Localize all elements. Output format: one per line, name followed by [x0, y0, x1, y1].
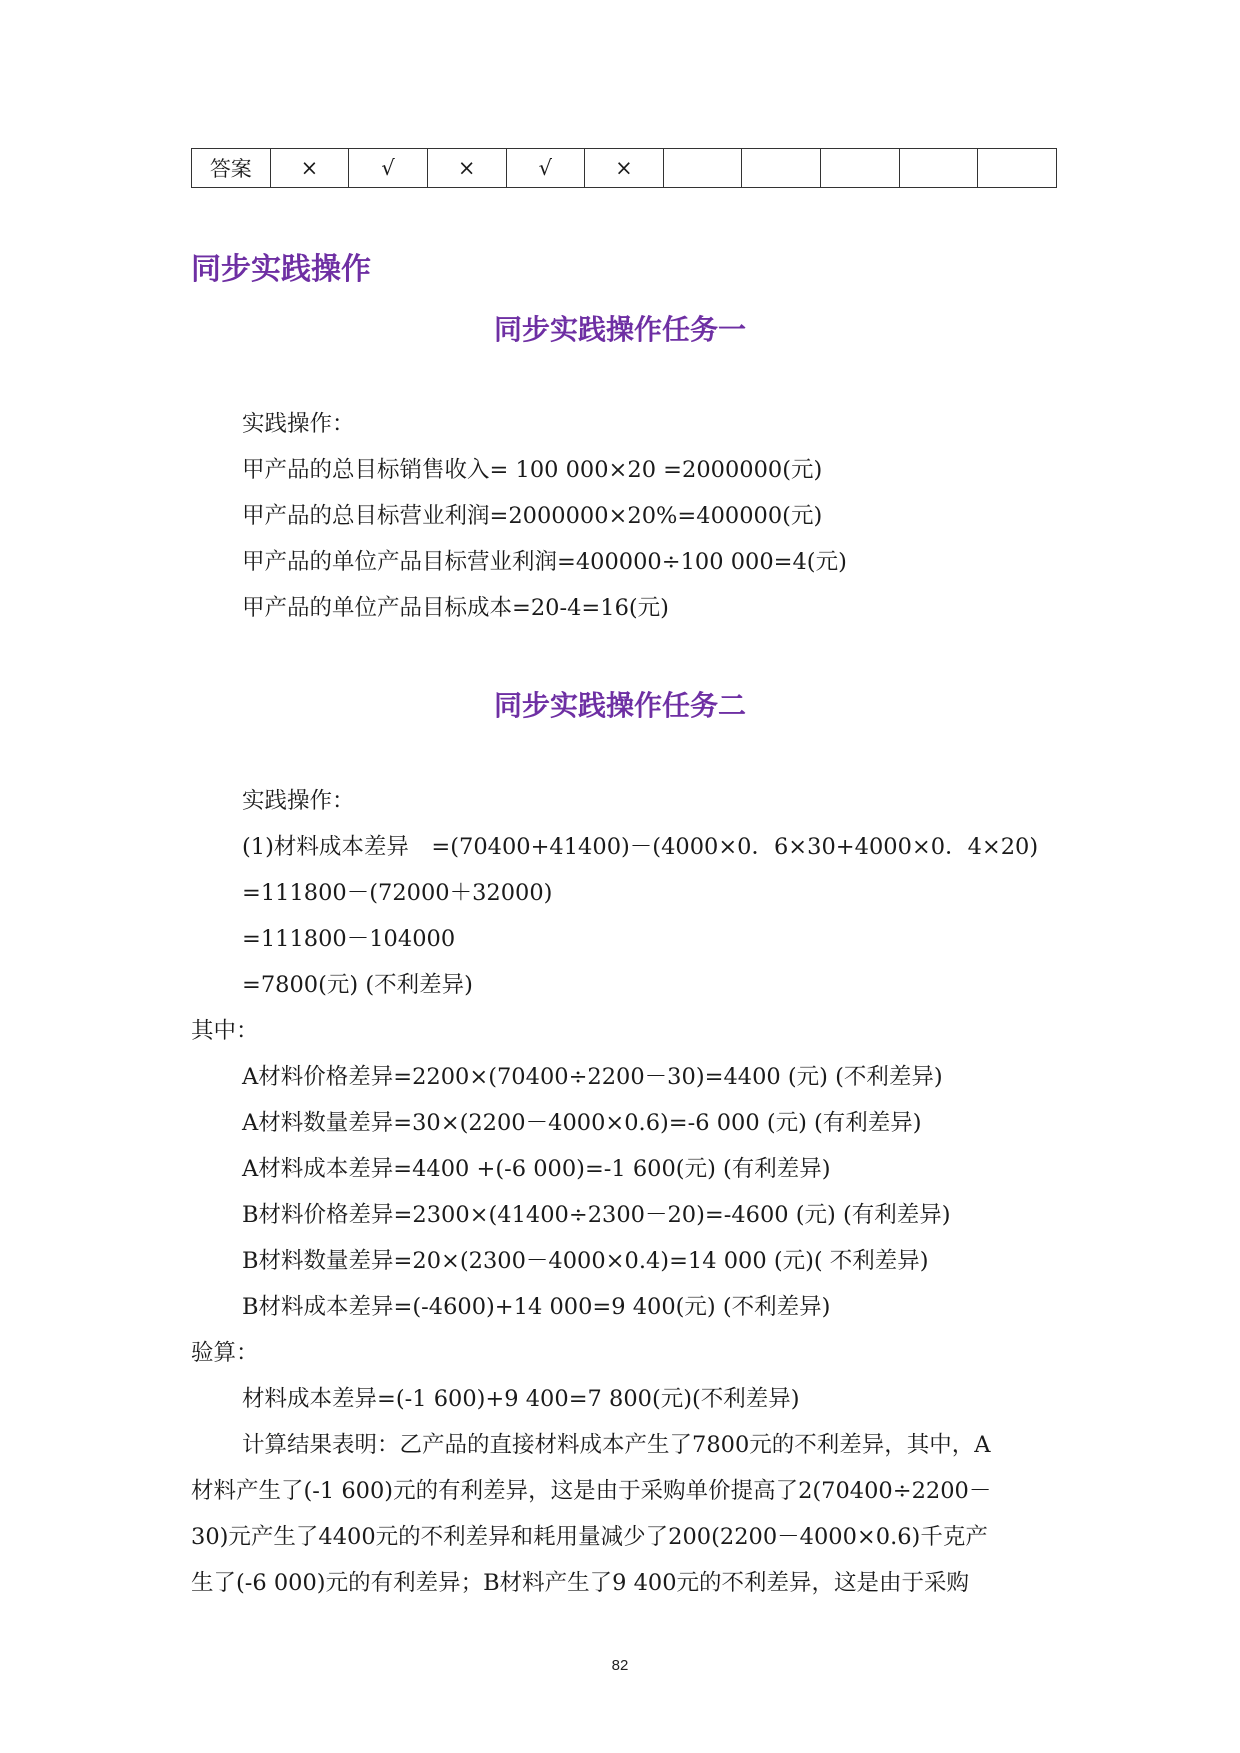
task1-title: 同步实践操作任务一	[493, 313, 746, 346]
answer-header-cell: 答案	[192, 149, 271, 188]
among-line: B材料成本差异=(-4600)+14 000=9 400(元) (不利差异)	[242, 1294, 831, 1320]
answer-cell-4: √	[506, 149, 585, 188]
check-line: 材料成本差异=(-1 600)+9 400=7 800(元)(不利差异)	[242, 1386, 800, 1412]
page-number: 82	[611, 1657, 629, 1674]
among-line: A材料价格差异=2200×(70400÷2200－30)=4400 (元) (不利差异)	[242, 1064, 943, 1090]
task2-line: =7800(元) (不利差异)	[242, 972, 473, 998]
task2-line: 实践操作：	[242, 788, 355, 814]
conclusion-line: 计算结果表明：乙产品的直接材料成本产生了7800元的不利差异，其中，A	[242, 1432, 991, 1458]
answer-cell-1: ×	[270, 149, 349, 188]
answer-cell-3: ×	[427, 149, 506, 188]
among-line: A材料数量差异=30×(2200－4000×0.6)=-6 000 (元) (有利差异)	[242, 1110, 922, 1136]
conclusion-line: 材料产生了(-1 600)元的有利差异，这是由于采购单价提高了2(70400÷2200－	[191, 1478, 992, 1504]
check-label: 验算：	[191, 1340, 259, 1366]
among-label: 其中：	[191, 1018, 259, 1044]
section-title: 同步实践操作	[191, 252, 371, 287]
among-line: B材料数量差异=20×(2300－4000×0.4)=14 000 (元)( 不利差异)	[242, 1248, 929, 1274]
task2-title: 同步实践操作任务二	[493, 689, 746, 722]
answer-cell-2: √	[349, 149, 428, 188]
among-line: A材料成本差异=4400 +(-6 000)=-1 600(元) (有利差异)	[242, 1156, 831, 1182]
answer-row	[192, 149, 1057, 188]
task2-line: =111800－104000	[242, 926, 456, 952]
answer-cell-10	[978, 149, 1057, 188]
task1-line: 实践操作：	[242, 411, 355, 437]
answer-cell-8	[821, 149, 900, 188]
answer-table	[191, 148, 1057, 188]
task1-line: 甲产品的单位产品目标营业利润=400000÷100 000=4(元)	[242, 549, 847, 575]
conclusion-line: 生了(-6 000)元的有利差异；B材料产生了9 400元的不利差异，这是由于采购	[191, 1570, 970, 1596]
task2-line: (1)材料成本差异 =(70400+41400)－(4000×0．6×30+4000×0．4×20)	[242, 834, 1039, 860]
among-line: B材料价格差异=2300×(41400÷2300－20)=-4600 (元) (有利差异)	[242, 1202, 951, 1228]
task1-line: 甲产品的单位产品目标成本=20-4=16(元)	[242, 595, 669, 621]
conclusion-line: 30)元产生了4400元的不利差异和耗用量减少了200(2200－4000×0.6)千克产	[191, 1524, 988, 1550]
task1-line: 甲产品的总目标销售收入= 100 000×20 =2000000(元)	[242, 457, 823, 483]
answer-cell-5: ×	[585, 149, 664, 188]
answer-cell-6	[663, 149, 742, 188]
task2-line: =111800－(72000＋32000)	[242, 880, 553, 906]
answer-cell-9	[899, 149, 978, 188]
task1-line: 甲产品的总目标营业利润=2000000×20%=400000(元)	[242, 503, 823, 529]
answer-cell-7	[742, 149, 821, 188]
